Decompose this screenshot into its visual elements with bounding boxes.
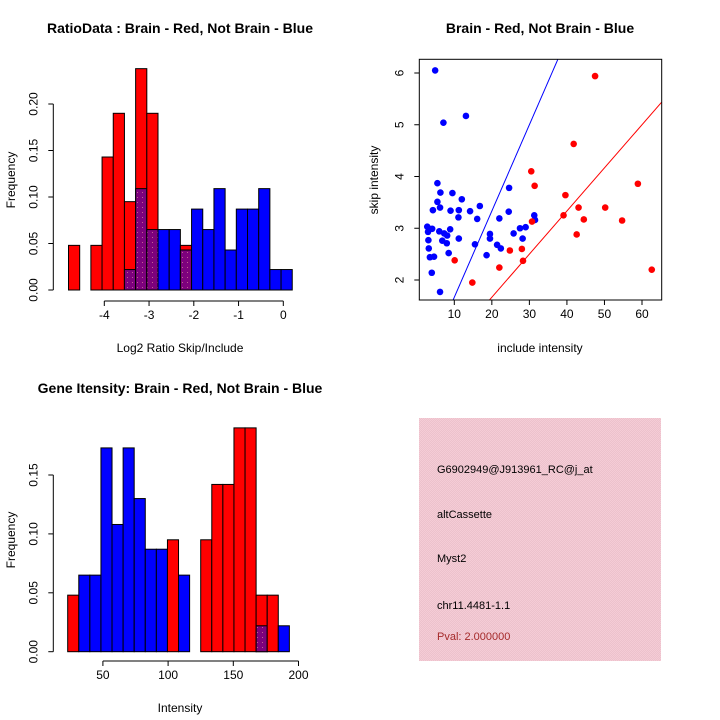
gene-histogram-title: Gene Itensity: Brain - Red, Not Brain - Blue [37,380,323,396]
svg-text:50: 50 [96,668,110,682]
svg-text:0.10: 0.10 [26,185,41,209]
svg-text:50: 50 [597,307,612,321]
info-box [419,418,661,661]
svg-text:-1: -1 [233,308,244,322]
panel-gene-histogram [0,360,360,720]
svg-text:0: 0 [279,308,287,322]
svg-text:0.15: 0.15 [26,463,41,487]
gene-histogram-plot [0,360,360,720]
intensity-scatter-plot [360,0,720,360]
svg-text:4: 4 [392,173,407,180]
scatter-xlabel: include intensity [497,341,583,355]
svg-text:5: 5 [392,121,407,129]
svg-text:0.20: 0.20 [26,92,41,116]
svg-text:-3: -3 [143,308,155,322]
svg-text:100: 100 [158,668,179,682]
gene-histogram-ylabel: Frequency [4,511,18,569]
svg-text:60: 60 [635,307,649,321]
info-pval: Pval: 2.000000 [437,631,511,643]
svg-text:0.10: 0.10 [26,522,41,546]
svg-text:0.05: 0.05 [26,581,41,605]
svg-text:0.00: 0.00 [26,278,41,302]
gene-histogram-xlabel: Intensity [157,701,203,715]
svg-text:6: 6 [392,69,407,77]
info-probe-id: G6902949@J913961_RC@j_at [437,464,593,476]
svg-text:20: 20 [485,307,499,321]
svg-text:-2: -2 [188,308,200,322]
svg-text:10: 10 [447,307,461,321]
scatter-title: Brain - Red, Not Brain - Blue [445,20,635,36]
panel-intensity-scatter [360,0,720,360]
info-gene-name: Myst2 [437,553,467,565]
svg-text:150: 150 [223,668,244,682]
info-location: chr11.4481-1.1 [437,600,511,612]
svg-text:0.05: 0.05 [26,231,41,256]
svg-text:0.00: 0.00 [26,640,41,664]
info-event-type: altCassette [437,509,493,521]
svg-text:30: 30 [522,307,537,321]
ratio-histogram-ylabel: Frequency [4,151,18,209]
panel-ratio-histogram [0,0,360,360]
svg-text:2: 2 [392,276,407,284]
svg-text:3: 3 [392,224,407,232]
ratio-histogram-title: RatioData : Brain - Red, Not Brain - Blue [46,20,314,36]
ratio-histogram-xlabel: Log2 Ratio Skip/Include [116,341,244,355]
scatter-ylabel: skip intensity [367,145,381,215]
ratio-histogram-plot [0,0,360,360]
svg-text:-4: -4 [98,308,110,322]
svg-text:0.15: 0.15 [26,138,41,163]
svg-text:200: 200 [288,668,309,682]
svg-text:40: 40 [560,307,574,321]
panel-info-box [360,360,720,720]
